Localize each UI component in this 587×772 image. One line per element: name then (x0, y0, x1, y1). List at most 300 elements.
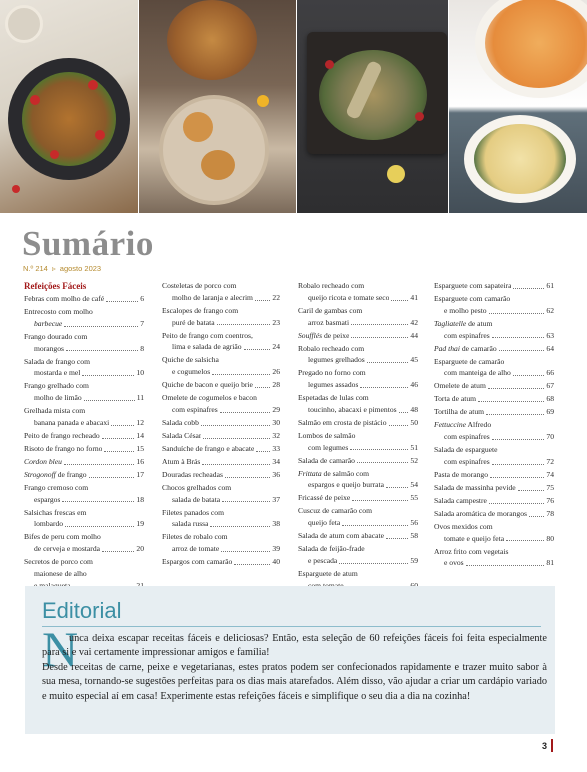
leader-dots (351, 337, 408, 338)
toc-entry-text: puré de batata (172, 317, 215, 327)
toc-entry-text: Quiche de bacon e queijo brie (162, 380, 253, 390)
toc-page-number: 20 (136, 544, 144, 554)
toc-entry-text: maionese de alho (34, 568, 87, 578)
photo-chicken-strawberry-salad (0, 0, 138, 213)
leader-dots (351, 324, 408, 325)
toc-page-number: 14 (136, 430, 144, 440)
toc-page-number: 80 (546, 533, 554, 543)
toc-entry-text: lima e salada de agrião (172, 342, 242, 352)
toc-entry-row (24, 456, 144, 468)
toc-entry-row (162, 494, 280, 506)
toc-entry-text: Cordon bleu (24, 456, 62, 466)
toc-entry-row (434, 431, 554, 443)
toc-column-4 (434, 280, 554, 570)
leader-dots (478, 401, 544, 402)
toc-page-number: 32 (272, 430, 280, 440)
leader-dots (339, 563, 408, 564)
toc-entry (24, 293, 144, 305)
grilled-meat (167, 0, 257, 80)
toc-entry (24, 405, 144, 429)
leader-dots (106, 301, 138, 302)
toc-entry-row (162, 456, 280, 468)
section-heading: Refeições Fáceis (24, 281, 87, 291)
toc-entry-text: Esparguete de camarão (434, 356, 505, 366)
toc-entry (434, 495, 554, 507)
toc-entry-text: com espinafres (444, 456, 490, 466)
toc-entry-text: Robalo recheado com (298, 343, 365, 353)
toc-entry-row (162, 443, 280, 455)
toc-page-number: 24 (272, 342, 280, 352)
toc-page-number: 39 (272, 544, 280, 554)
leader-dots (357, 462, 408, 463)
toc-entry-row (434, 343, 554, 355)
toc-page-number: 28 (272, 380, 280, 390)
toc-page-number: 59 (410, 555, 418, 565)
toc-entry-row (434, 469, 554, 481)
toc-entry (24, 331, 144, 355)
toc-entry-text: Risoto de frango no forno (24, 443, 103, 453)
toc-entry-row (434, 305, 554, 317)
toc-entry-text: Costeletas de porco com (162, 281, 237, 290)
toc-entry-row (298, 555, 418, 567)
toc-entry (298, 280, 418, 304)
leader-dots (64, 326, 138, 327)
toc-entry-text: toucinho, abacaxi e pimentos (308, 404, 397, 414)
strawberry (30, 95, 40, 105)
editorial-box (25, 586, 555, 734)
toc-entry-text: de cerveja e mostarda (34, 544, 100, 554)
toc-entry (434, 380, 554, 392)
toc-page-number: 66 (546, 368, 554, 378)
editorial-paragraph-1: unca deixa escapar receitas fáceis e deliciosas? Então, esta seleção de 60 refeições fáceis foi feita especialmente para si e vai certamente impressionar amigos e família! (42, 633, 547, 659)
drop-cap: N (42, 621, 79, 677)
toc-entry-text: Salada de camarão (298, 455, 355, 465)
toc-entry-text: Esparguete com camarão (434, 293, 511, 303)
leader-dots (499, 350, 545, 351)
toc-entry-text: arroz basmati (308, 317, 350, 327)
toc-entry-text: Peito de frango com coentros, (162, 330, 253, 340)
photo-grilled-meats-chicken (139, 0, 296, 213)
toc-entry-text: Entrecosto com molho (24, 306, 93, 316)
leader-dots (222, 501, 270, 502)
chicken-food (22, 72, 116, 166)
toc-entry-row (24, 343, 144, 355)
toc-entry-text: e molho pesto (444, 305, 487, 315)
toc-entry (162, 305, 280, 329)
lemon (387, 165, 405, 183)
toc-page-number: 6 (140, 294, 144, 303)
issue-date: agosto 2023 (59, 264, 102, 273)
toc-page-number: 51 (410, 442, 418, 452)
leader-dots (360, 387, 408, 388)
toc-entry-text: Salada de esparguete (434, 445, 498, 455)
toc-page-number: 23 (272, 317, 280, 327)
toc-page-number: 69 (546, 407, 554, 417)
page-title: Sumário (22, 224, 154, 263)
toc-entry (162, 507, 280, 531)
toc-entry-text: lombardo (34, 519, 64, 529)
fettuccine (474, 124, 566, 194)
toc-page-number: 36 (272, 469, 280, 479)
leader-dots (492, 464, 545, 465)
toc-page-number: 22 (272, 292, 280, 302)
toc-entry-text: Pregado no forno com (298, 368, 366, 378)
toc-entry (434, 546, 554, 570)
toc-entry-row (162, 292, 280, 304)
toc-entry (162, 280, 280, 304)
leader-dots (89, 477, 135, 478)
leader-dots (492, 439, 545, 440)
lemon (257, 95, 269, 107)
leader-dots (220, 412, 271, 413)
toc-entry-text: molho de limão (34, 393, 82, 403)
toc-entry (298, 305, 418, 329)
leader-dots (104, 451, 134, 452)
toc-entry (24, 380, 144, 404)
toc-page-number: 58 (410, 531, 418, 541)
toc-entry (162, 556, 280, 568)
toc-page-number: 17 (136, 469, 144, 479)
toc-entry-text: Pasta de morango (434, 469, 488, 479)
toc-entry-text: legumes grelhados (308, 355, 365, 365)
toc-entry-row (24, 392, 144, 404)
toc-page-number: 7 (140, 318, 144, 328)
toc-entry (434, 343, 554, 355)
toc-entry-row (162, 518, 280, 530)
toc-entry-text: Esparguete com sapateira (434, 281, 512, 290)
toc-entry-row (434, 508, 554, 520)
toc-entry-text: Omelete de atum (434, 381, 486, 391)
toc-entry (162, 379, 280, 391)
toc-entry-text: Espargos com camarão (162, 557, 233, 567)
toc-entry-row (434, 495, 554, 507)
leader-dots (221, 551, 270, 552)
toc-entry (298, 367, 418, 391)
toc-page-number: 40 (272, 557, 280, 567)
leader-dots (102, 551, 134, 552)
editorial-text (42, 632, 547, 704)
toc-page-number: 81 (546, 558, 554, 568)
toc-entry-text: Fricassé de peixe (298, 493, 351, 503)
photo-fish-tray-vegetables (297, 0, 448, 213)
leader-dots (489, 503, 544, 504)
photo-strip (0, 0, 587, 213)
toc-page-number: 18 (136, 494, 144, 504)
toc-entry-row (24, 430, 144, 442)
toc-column-1 (24, 280, 144, 593)
leader-dots (65, 526, 134, 527)
toc-entry-row (24, 543, 144, 555)
toc-page-number: 12 (136, 417, 144, 427)
toc-entry-text: Omelete de cogumelos e bacon (162, 393, 257, 403)
leader-dots (203, 438, 270, 439)
toc-entry-text: Frango dourado com (24, 331, 88, 341)
toc-page-number: 11 (136, 393, 144, 403)
toc-entry-row (162, 430, 280, 442)
toc-entry (162, 469, 280, 481)
leader-dots (391, 300, 408, 301)
toc-entry (434, 444, 554, 468)
toc-entry-row (434, 380, 554, 392)
leader-dots (386, 487, 408, 488)
toc-entry (434, 521, 554, 545)
toc-entry-row (298, 417, 418, 429)
toc-page-number: 64 (546, 343, 554, 353)
toc-entry (434, 508, 554, 520)
toc-entry-text: Secretos de porco com (24, 557, 93, 567)
toc-entry-text: com espinafres (444, 330, 490, 340)
toc-entry-text: Peito de frango recheado (24, 430, 100, 440)
toc-entry-text: morangos (34, 343, 64, 353)
toc-entry (162, 531, 280, 555)
toc-entry-row (24, 318, 144, 330)
toc-entry (24, 356, 144, 380)
toc-entry-text: Escalopes de frango com (162, 305, 239, 315)
toc-page-number: 41 (410, 292, 418, 302)
toc-entry-row (24, 293, 144, 305)
issue-info (23, 264, 103, 273)
shrimp-curry (485, 0, 587, 88)
page-number-bar (551, 739, 553, 752)
strawberry (95, 130, 105, 140)
toc-entry-text: Soufflés de peixe (298, 330, 350, 340)
toc-entry (162, 443, 280, 455)
toc-entry-row (434, 533, 554, 545)
leader-dots (256, 451, 270, 452)
leader-dots (202, 464, 270, 465)
toc-entry (434, 280, 554, 292)
toc-entry-row (298, 455, 418, 467)
toc-entry-text: tomate e queijo feta (444, 533, 505, 543)
toc-entry-text: Cuscuz de camarão com (298, 506, 373, 516)
toc-entry-text: Robalo recheado com (298, 281, 365, 290)
tomato (415, 112, 424, 121)
toc-entry-row (434, 367, 554, 379)
divider (42, 626, 541, 627)
toc-entry-row (298, 479, 418, 491)
toc-entry-row (162, 379, 280, 391)
toc-entry-row (162, 317, 280, 329)
toc-entry-text: e pescada (308, 555, 338, 565)
strawberry (12, 185, 20, 193)
toc-entry-text: Salada campestre (434, 495, 487, 505)
toc-entry-text: Salada de atum com abacate (298, 531, 385, 541)
toc-entry-row (298, 379, 418, 391)
toc-entry-text: espargos e queijo burrata (308, 480, 384, 490)
toc-entry (434, 419, 554, 443)
toc-page-number: 19 (136, 519, 144, 529)
toc-entry-row (24, 367, 144, 379)
toc-entry-row (298, 530, 418, 542)
leader-dots (102, 438, 135, 439)
toc-entry (162, 417, 280, 429)
toc-entry-text: espargos (34, 494, 61, 504)
leader-dots (212, 374, 270, 375)
toc-column-2 (162, 280, 280, 569)
toc-page-number: 61 (546, 281, 554, 290)
toc-entry-text: Espetadas de lulas com (298, 393, 369, 403)
toc-page-number: 67 (546, 381, 554, 391)
toc-entry-text: e cogumelos (172, 367, 211, 377)
toc-page-number: 37 (272, 494, 280, 504)
toc-entry-text: Frittata de salmão com (298, 468, 370, 478)
toc-entry (298, 492, 418, 504)
issue-number: N.º 214 (23, 264, 48, 273)
toc-entry (298, 468, 418, 492)
toc-entry-text: Tagliatelle de atum (434, 318, 493, 328)
toc-page-number: 44 (410, 330, 418, 340)
toc-page-number: 68 (546, 394, 554, 404)
toc-page-number: 34 (272, 456, 280, 466)
toc-entry-row (434, 406, 554, 418)
toc-page-number: 45 (410, 355, 418, 365)
toc-page-number: 56 (410, 518, 418, 528)
toc-page-number: 55 (410, 493, 418, 503)
toc-entry-row (24, 443, 144, 455)
toc-entry-row (24, 518, 144, 530)
toc-entry (162, 392, 280, 416)
toc-entry-text: Caril de gambas com (298, 305, 363, 315)
toc-entry (298, 392, 418, 416)
toc-entry (298, 430, 418, 454)
toc-entry-text: Tortilha de atum (434, 407, 485, 417)
toc-entry-row (434, 393, 554, 405)
leader-dots (217, 324, 271, 325)
bowl (5, 5, 43, 43)
leader-dots (486, 414, 544, 415)
toc-entry-text: arroz de tomate (172, 544, 220, 554)
toc-page-number: 16 (136, 456, 144, 466)
leader-dots (367, 362, 409, 363)
leader-dots (342, 525, 408, 526)
toc-page-number: 78 (546, 508, 554, 518)
toc-entry (162, 354, 280, 378)
toc-entry-text: Filetes de robalo com (162, 532, 228, 542)
toc-entry-text: Febras com molho de café (24, 294, 105, 303)
leader-dots (66, 350, 138, 351)
toc-entry-row (298, 442, 418, 454)
leader-dots (513, 375, 545, 376)
toc-entry (434, 318, 554, 342)
toc-page-number: 42 (410, 317, 418, 327)
toc-entry (298, 455, 418, 467)
leader-dots (210, 526, 270, 527)
issue-separator: ▹ (51, 264, 56, 273)
toc-entry-text: mostarda e mel (34, 368, 81, 378)
toc-page-number: 30 (272, 417, 280, 427)
toc-page-number: 54 (410, 480, 418, 490)
toc-entry (162, 482, 280, 506)
strawberry (88, 80, 98, 90)
leader-dots (466, 565, 545, 566)
photo-shrimp-curry-pasta (449, 0, 587, 213)
toc-entry-text: Strogonoff de frango (24, 469, 87, 479)
leader-dots (389, 425, 409, 426)
toc-entry-text: molho de laranja e alecrim (172, 292, 253, 302)
toc-page-number: 8 (140, 343, 144, 353)
toc-page-number: 33 (272, 443, 280, 453)
toc-entry-text: com espinafres (444, 432, 490, 442)
toc-column-3 (298, 280, 418, 593)
toc-entry-text: Fettuccine Alfredo (434, 420, 492, 430)
page-number: 3 (542, 741, 548, 751)
leader-dots (399, 412, 409, 413)
toc-entry-text: Quiche de salsicha (162, 355, 219, 365)
toc-entry (298, 543, 418, 567)
toc-entry (162, 456, 280, 468)
toc-entry-text: queijo ricota e tomate seco (308, 292, 390, 302)
leader-dots (352, 500, 408, 501)
toc-page-number: 74 (546, 469, 554, 479)
toc-page-number: 75 (546, 482, 554, 492)
toc-entry-row (298, 354, 418, 366)
toc-entry-text: salada de batata (172, 494, 221, 504)
toc-entry-text: Grelhada mista com (24, 406, 86, 416)
toc-page-number: 52 (410, 455, 418, 465)
editorial-paragraph-2: Desde receitas de carne, peixe e vegetarianas, estes pratos podem ser confecionados rapidamente e trazer muito sabor à sua mesa, tornando-se sugestões perfeitas para os dias mais atarefados. Além disso, vão ajudar a criar um cardápio variado e muito especial aí em casa! Experimente estas refeições fáceis e simplifique o seu dia a dia na cozinha! (42, 661, 547, 702)
toc-entry-text: Salsichas frescas em (24, 507, 87, 517)
toc-page-number: 15 (136, 443, 144, 453)
toc-entry (434, 469, 554, 481)
toc-entry-row (24, 469, 144, 481)
leader-dots (201, 425, 271, 426)
toc-entry (24, 469, 144, 481)
toc-entry-row (298, 292, 418, 304)
toc-entry (434, 293, 554, 317)
toc-entry (434, 356, 554, 380)
toc-entry-text: com legumes (308, 442, 349, 452)
leader-dots (492, 337, 545, 338)
leader-dots (111, 425, 134, 426)
toc-entry-text: Chocos grelhados com (162, 482, 232, 492)
toc-entry-row (24, 494, 144, 506)
toc-entry-row (434, 456, 554, 468)
toc-entry (24, 306, 144, 330)
leader-dots (490, 477, 544, 478)
leader-dots (82, 375, 134, 376)
leader-dots (234, 564, 270, 565)
toc-entry (434, 393, 554, 405)
toc-entry (24, 456, 144, 468)
toc-entry-text: Salada de frango com (24, 356, 90, 366)
toc-entry-row (298, 404, 418, 416)
toc-entry-text: banana panada e abacaxi (34, 417, 110, 427)
toc-entry-text: salada russa (172, 519, 209, 529)
leader-dots (506, 540, 544, 541)
toc-entry-text: e ovos (444, 558, 464, 568)
toc-page-number: 38 (272, 519, 280, 529)
toc-entry-text: Frango cremoso com (24, 482, 89, 492)
editorial-title: Editorial (42, 598, 122, 623)
leader-dots (488, 388, 545, 389)
toc-entry-row (298, 517, 418, 529)
toc-entry-text: Salada de feijão-frade (298, 544, 365, 554)
toc-entry-row (298, 330, 418, 342)
toc-entry-row (24, 417, 144, 429)
toc-entry-row (162, 543, 280, 555)
toc-entry-row (298, 317, 418, 329)
toc-entry-row (162, 556, 280, 568)
toc-entry-row (434, 280, 554, 292)
toc-entry-text: Filetes panados com (162, 507, 225, 517)
toc-entry-row (434, 482, 554, 494)
leader-dots (255, 387, 271, 388)
toc-page-number: 50 (410, 417, 418, 427)
toc-entry-row (162, 404, 280, 416)
leader-dots (244, 349, 271, 350)
toc-entry (298, 343, 418, 367)
toc-entry-text: Atum à Brás (162, 456, 201, 466)
